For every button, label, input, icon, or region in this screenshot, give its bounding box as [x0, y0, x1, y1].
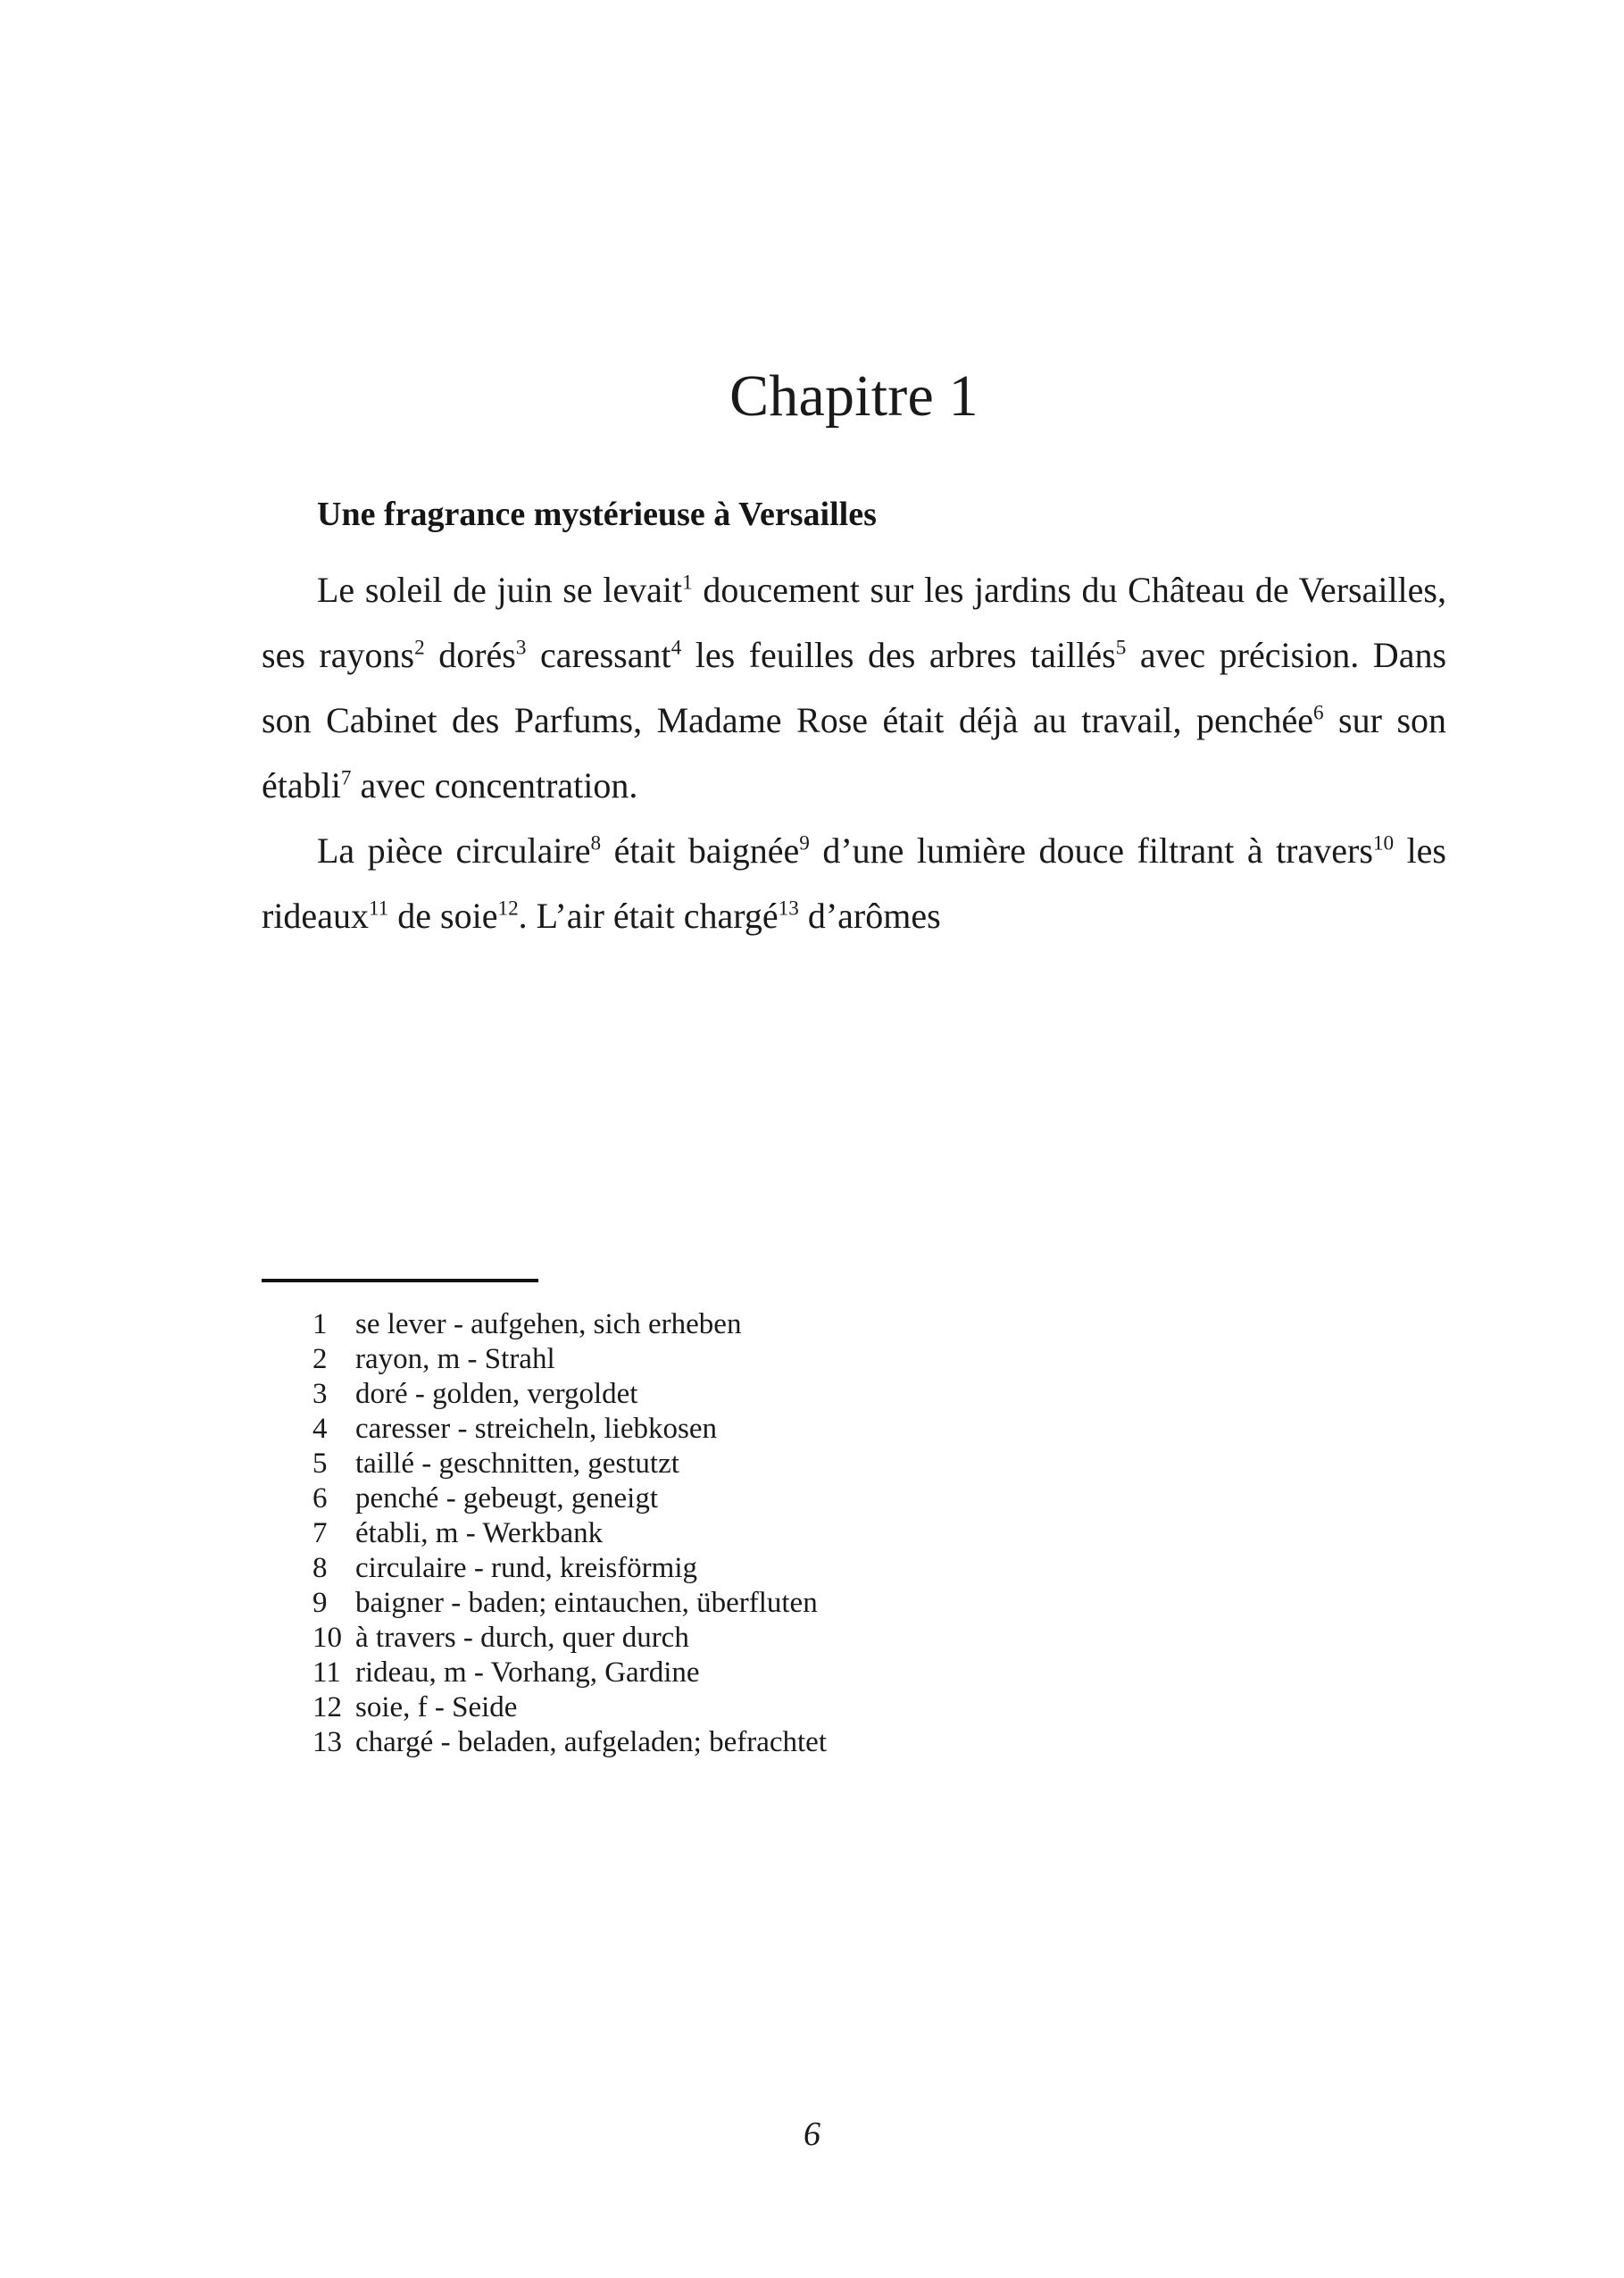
footnote-item [262, 1377, 1446, 1412]
footnote-text: caresser - streicheln, liebkosen [355, 1413, 717, 1445]
footnote-item [262, 1516, 1446, 1551]
footnote-item [262, 1586, 1446, 1621]
footnote-text: penché - gebeugt, geneigt [355, 1482, 659, 1514]
footnote-item [262, 1690, 1446, 1725]
footnote-text: taillé - geschnitten, gestutzt [355, 1448, 679, 1480]
footnote-item [262, 1656, 1446, 1690]
footnote-text: établi, m - Werkbank [355, 1517, 604, 1549]
footnote-reference-6[interactable]: 6 [1312, 701, 1324, 725]
footnote-separator-rule [262, 1279, 538, 1282]
footnote-text: rideau, m - Vorhang, Gardine [355, 1656, 700, 1689]
chapter-title: Chapitre 1 [729, 363, 979, 429]
footnote-number: 3 [312, 1378, 328, 1410]
footnote-text: chargé - beladen, aufgeladen; befrachtet [355, 1726, 827, 1758]
body-paragraph-2: La pièce circulaire$^8$ était baignée$^9$ d’une lumière douce filtrant à travers$^{10}$ les rideaux$^{11}$ de soie$^{12}$. L’air était chargé$^{13}$ d’arômes [262, 830, 1447, 937]
footnote-item [262, 1621, 1446, 1656]
footnote-item [262, 1551, 1446, 1586]
footnote-number: 11 [312, 1656, 341, 1689]
footnote-item [262, 1725, 1446, 1760]
footnote-reference-5[interactable]: 5 [1115, 636, 1127, 660]
footnote-reference-2[interactable]: 2 [414, 636, 425, 660]
footnote-number: 8 [312, 1552, 328, 1584]
footnote-reference-8[interactable]: 8 [590, 831, 602, 855]
footnote-item [262, 1447, 1446, 1481]
footnote-number: 10 [312, 1622, 342, 1654]
footnote-item [262, 1481, 1446, 1516]
footnote-reference-13[interactable]: 13 [778, 897, 799, 921]
footnote-number: 12 [312, 1691, 342, 1723]
footnote-number: 1 [312, 1308, 328, 1340]
footnote-reference-7[interactable]: 7 [340, 766, 352, 790]
footnote-number: 9 [312, 1587, 328, 1619]
footnote-text: soie, f - Seide [355, 1691, 518, 1723]
section-heading: Une fragrance mystérieuse à Versailles [317, 495, 877, 533]
footnote-text: rayon, m - Strahl [355, 1343, 555, 1375]
footnote-text: se lever - aufgehen, sich erheben [355, 1308, 742, 1340]
footnote-number: 13 [312, 1726, 342, 1758]
footnote-text: à travers - durch, quer durch [355, 1622, 689, 1654]
page-number: 6 [804, 2115, 820, 2153]
footnote-reference-10[interactable]: 10 [1372, 831, 1395, 855]
footnote-number: 7 [312, 1517, 328, 1549]
footnote-number: 5 [312, 1448, 328, 1480]
footnote-text: doré - golden, vergoldet [355, 1378, 638, 1410]
footnote-reference-9[interactable]: 9 [799, 831, 810, 855]
footnote-reference-12[interactable]: 12 [497, 897, 519, 921]
footnote-reference-11[interactable]: 11 [368, 897, 389, 921]
footnote-list [262, 1307, 1446, 1760]
footnote-reference-4[interactable]: 4 [670, 636, 682, 660]
footnote-text: baigner - baden; eintauchen, überfluten [355, 1587, 818, 1619]
footnote-reference-1[interactable]: 1 [682, 571, 693, 595]
body-paragraph-1: Le soleil de juin se levait$^1$ doucement sur les jardins du Château de Versailles, ses rayons$^2$ dorés$^3$ caressant$^4$ les feuilles des arbres taillés$^5$ avec précision. Dans son Cabinet des Parfums, Madame Rose était déjà au travail, penchée$^6$ sur son établi$^7$ avec concentration. [262, 570, 1447, 806]
footnote-number: 6 [312, 1482, 328, 1514]
footnote-item [262, 1412, 1446, 1447]
footnote-text: circulaire - rund, kreisförmig [355, 1552, 698, 1584]
footnote-item [262, 1342, 1446, 1377]
footnote-section [262, 1279, 1446, 1760]
footnote-item [262, 1307, 1446, 1342]
footnote-number: 4 [312, 1413, 328, 1445]
footnote-number: 2 [312, 1343, 328, 1375]
page-content [262, 0, 1446, 948]
footnote-reference-3[interactable]: 3 [515, 636, 527, 660]
